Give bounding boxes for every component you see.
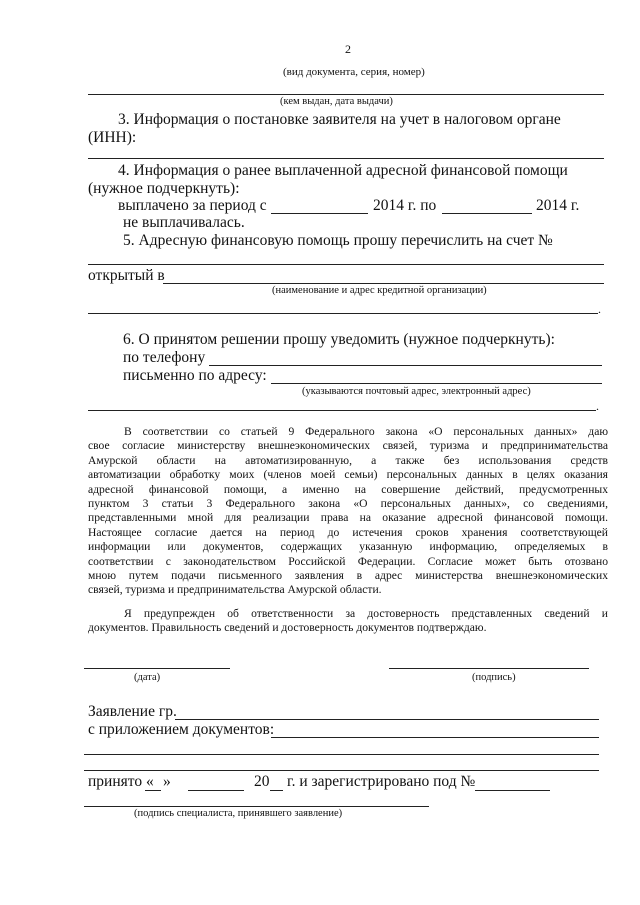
consent-line: информации или документов, содержащих указанную информацию, определяемых в xyxy=(88,540,608,554)
caption-signature: (подпись) xyxy=(472,672,516,683)
address-line xyxy=(271,383,602,384)
registration-number-line xyxy=(475,790,550,791)
warning-line: документов. Правильность сведений и достоверность документов подтверждаю. xyxy=(88,621,487,635)
applicant-name-line xyxy=(175,719,599,720)
warning-paragraph xyxy=(88,607,608,636)
item3-line1: 3. Информация о постановке заявителя на учет в налоговом органе xyxy=(118,111,561,128)
item4-line1: 4. Информация о ранее выплаченной адресной финансовой помощи xyxy=(118,162,568,179)
consent-line: связей, туризма и предпринимательства Амурской области. xyxy=(88,583,382,597)
bank-line-2 xyxy=(88,313,598,314)
period-from-line xyxy=(271,213,368,214)
consent-line: Амурской области на автоматизированную, а также без использования средств xyxy=(88,453,608,467)
item5-opened: открытый в xyxy=(88,267,165,284)
item3-line2: (ИНН): xyxy=(88,129,137,146)
accepted-quote-close: » xyxy=(163,773,171,790)
warning-line: Я предупрежден об ответственности за достоверность представленных сведений и xyxy=(124,607,608,620)
bank-line xyxy=(163,283,604,284)
accepted-year-line xyxy=(270,790,283,791)
consent-line: пунктом 3 статьи 3 Федерального закона «О персональных данных», со сведениями, xyxy=(88,497,608,511)
caption-date: (дата) xyxy=(134,672,161,683)
documents-line-2 xyxy=(84,754,599,755)
caption-address: (указываются почтовый адрес, электронный адрес) xyxy=(302,386,531,397)
caption-specialist: (подпись специалиста, принявшего заявление) xyxy=(134,808,343,819)
consent-line: представленными мной для реализации права на оказание адресной финансовой помощи. xyxy=(88,511,608,525)
item4-paid-mid: 2014 г. по xyxy=(373,197,437,214)
page-number: 2 xyxy=(345,42,351,56)
caption-issued-by: (кем выдан, дата выдачи) xyxy=(280,96,393,107)
consent-line: В соответствии со статьей 9 Федерального закона «О персональных данных» даю xyxy=(124,425,608,438)
signature-line xyxy=(389,668,589,669)
item4-not-paid: не выплачивалась. xyxy=(123,214,245,231)
date-line xyxy=(84,668,230,669)
specialist-signature-line xyxy=(84,806,429,807)
accepted-prefix: принято « xyxy=(88,773,154,790)
caption-document-type: (вид документа, серия, номер) xyxy=(283,66,425,78)
accepted-day-line xyxy=(145,790,161,791)
item4-line2: (нужное подчеркнуть): xyxy=(88,180,240,197)
consent-line: адресной финансовой помощи, а именно на совершение действий, предусмотренных xyxy=(88,482,608,496)
with-documents: с приложением документов: xyxy=(88,721,275,738)
issued-by-line xyxy=(88,94,604,95)
item4-paid-prefix: выплачено за период с xyxy=(118,197,267,214)
consent-paragraph xyxy=(88,425,608,598)
application-from: Заявление гр. xyxy=(88,703,177,720)
bank-line-dot: . xyxy=(598,302,601,316)
accepted-year: 20 xyxy=(254,773,270,790)
consent-line: мною путем подачи письменного заявления в адрес министерства внешнеэкономических xyxy=(88,569,608,583)
item6-phone: по телефону xyxy=(123,349,206,366)
item6-address: письменно по адресу: xyxy=(123,367,267,384)
consent-line: соответствии с законодательством Российской Федерации. Согласие может быть отозвано xyxy=(88,554,608,568)
address-line-2 xyxy=(88,410,596,411)
documents-line-3 xyxy=(84,770,599,771)
address-line-dot: . xyxy=(596,399,599,413)
consent-line: автоматизации обработку моих (членов моей семьи) персональных данных в целях оказания xyxy=(88,468,608,482)
consent-line: Настоящее согласие дается на период до истечения сроков хранения соответствующей xyxy=(88,525,608,539)
accepted-month-line xyxy=(188,790,244,791)
period-to-line xyxy=(442,213,532,214)
caption-bank: (наименование и адрес кредитной организации) xyxy=(272,285,487,296)
item6-line1: 6. О принятом решении прошу уведомить (нужное подчеркнуть): xyxy=(123,331,555,348)
phone-line xyxy=(209,365,602,366)
item4-paid-suffix: 2014 г. xyxy=(536,197,580,214)
inn-line xyxy=(88,158,604,159)
accepted-suffix: г. и зарегистрировано под № xyxy=(287,773,476,790)
item5-line1: 5. Адресную финансовую помощь прошу перечислить на счет № xyxy=(123,232,553,249)
consent-line: свое согласие министерству внешнеэкономических связей, туризма и предпринимательства xyxy=(88,439,608,453)
account-line xyxy=(88,264,604,265)
documents-line-1 xyxy=(271,737,599,738)
